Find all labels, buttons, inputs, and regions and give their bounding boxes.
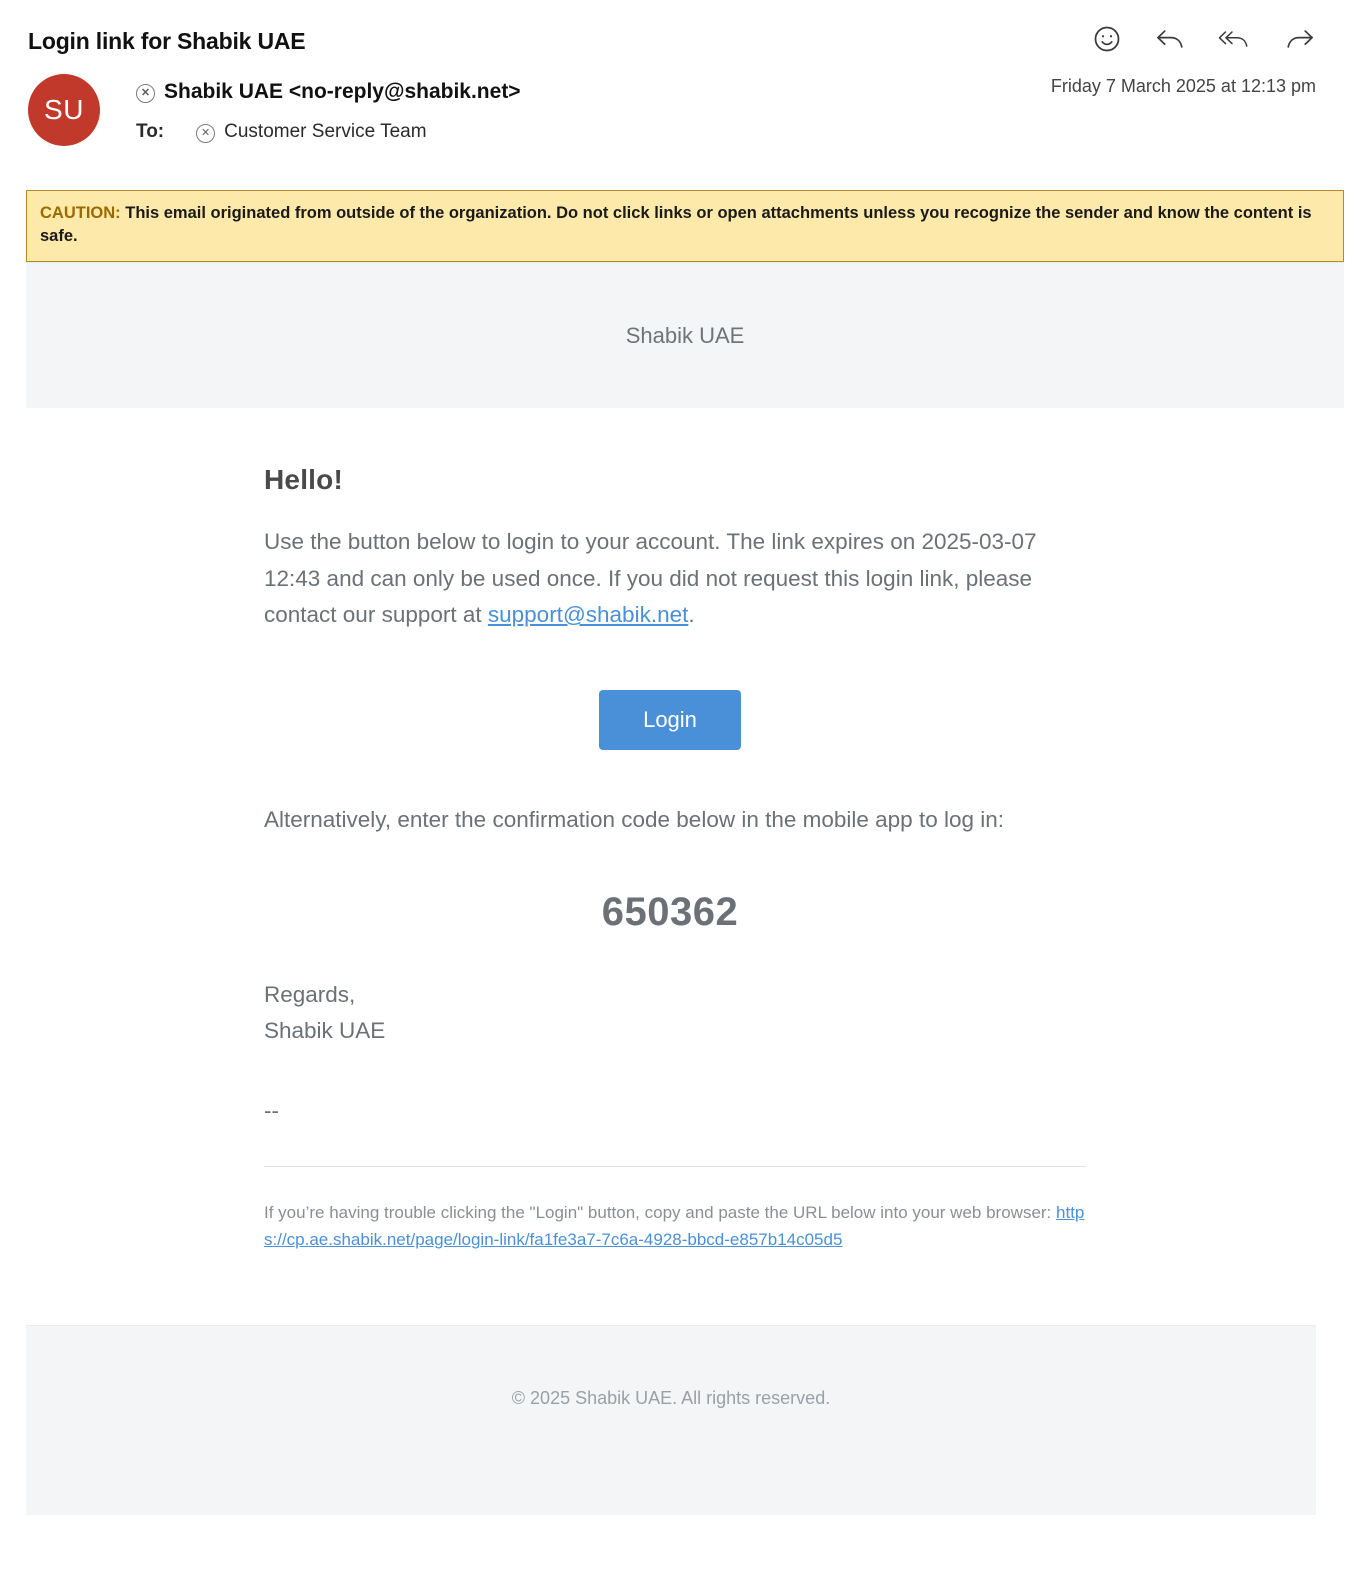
login-button[interactable]: Login (599, 690, 741, 750)
email-content-inner (26, 464, 1316, 1253)
greeting: Hello! (264, 464, 343, 496)
sender-name[interactable]: Shabik UAE <no-reply@shabik.net> (164, 80, 521, 103)
intro-paragraph (264, 524, 1086, 633)
signature-separator: -- (264, 1097, 279, 1123)
regards-line-1: Regards, (264, 981, 356, 1007)
recipient-presence-icon (196, 124, 215, 143)
emoji-reaction-icon[interactable] (1090, 22, 1124, 56)
alternative-code-paragraph: Alternatively, enter the confirmation code below in the mobile app to log in: (264, 806, 1005, 832)
login-button-wrap (264, 690, 1086, 750)
email-footer (26, 1325, 1316, 1515)
email-body (26, 262, 1344, 1515)
sender-block (0, 56, 1370, 146)
page-title: Login link for Shabik UAE (28, 28, 306, 54)
regards-line-2: Shabik UAE (264, 1018, 386, 1044)
login-url-link[interactable]: https://cp.ae.shabik.net/page/login-link/fa1fe3a7-7c6a-4928-bbcd-e857b14c05d5 (264, 1202, 1085, 1249)
email-brand-header (26, 262, 1344, 408)
sender-presence-icon (136, 84, 155, 103)
support-email-link[interactable]: support@shabik.net (487, 602, 689, 628)
reply-icon[interactable] (1154, 22, 1188, 56)
caution-text: This email originated from outside of the organization. Do not click links or open attachments unless you recognize the sender and know the content is safe. (40, 204, 1312, 246)
avatar: SU (28, 74, 100, 146)
header-actions (1090, 22, 1342, 56)
fallback-url-paragraph (264, 1199, 1086, 1253)
brand-name: Shabik UAE (625, 322, 745, 348)
fallback-url-text: If you’re having trouble clicking the "Login" button, copy and paste the URL below into your web browser: (264, 1202, 1057, 1222)
message-date: Friday 7 March 2025 at 12:13 pm (1050, 76, 1316, 96)
intro-text-part1: Use the button below to login to your account. The link expires on 2025-03-07 12:43 and can only be used once. If you did not request this login link, please contact our support at (264, 529, 1037, 628)
email-content (26, 408, 1316, 1515)
copyright-text: © 2025 Shabik UAE. All rights reserved. (511, 1388, 831, 1409)
external-sender-warning (26, 190, 1344, 262)
to-label: To: (136, 121, 165, 142)
caution-label: CAUTION: (40, 204, 121, 222)
forward-icon[interactable] (1282, 22, 1316, 56)
mail-header (0, 0, 1370, 56)
subject-row (28, 22, 1342, 56)
divider (264, 1166, 1086, 1167)
reply-all-icon[interactable] (1218, 22, 1252, 56)
recipient-name[interactable]: Customer Service Team (224, 121, 427, 142)
intro-text-part2: . (688, 602, 695, 628)
confirmation-code: 650362 (601, 889, 739, 934)
recipient-line (136, 121, 1342, 143)
